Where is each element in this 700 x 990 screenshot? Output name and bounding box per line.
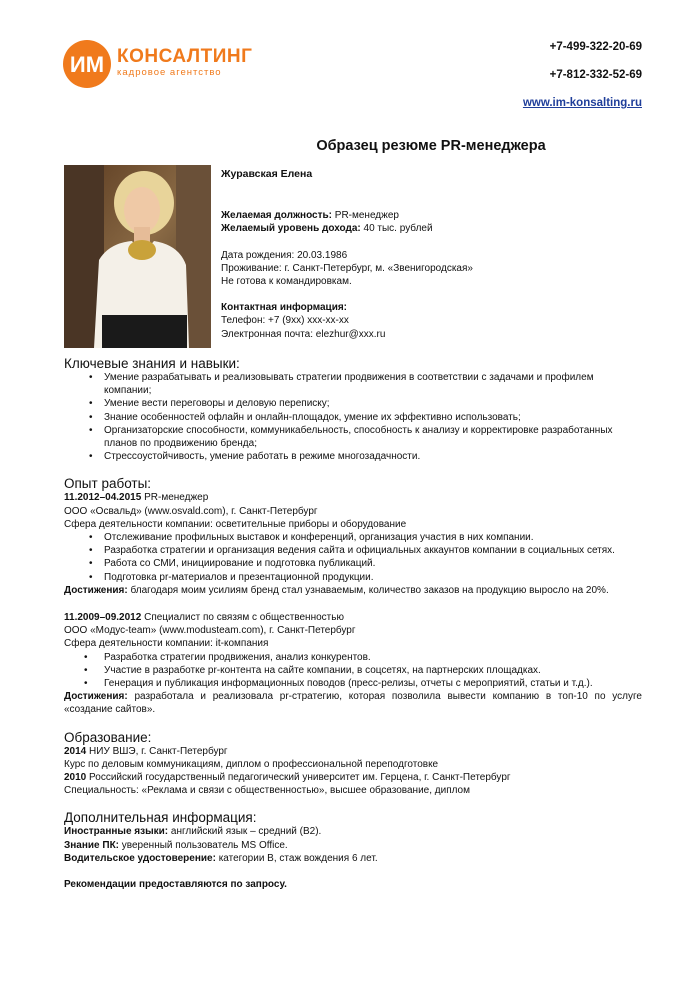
- skills-list: [64, 371, 642, 463]
- license-value: категории В, стаж вождения 6 лет.: [215, 852, 378, 864]
- achievements-text: благодаря моим усилиям бренд стал узнаваемым, количество заказов на продукцию выросло на 20%.: [127, 584, 609, 596]
- experience-heading: Опыт работы:: [64, 476, 152, 492]
- job-company: ООО «Освальд» (www.osvald.com), г. Санкт-Петербург: [64, 505, 318, 517]
- list-item: • Стрессоустойчивость, умение работать в режиме многозадачности.: [64, 450, 642, 463]
- achievements-label: Достижения:: [64, 584, 128, 596]
- education-entry: [64, 771, 642, 797]
- achievements-text: разработала и реализовала pr-стратегию, которая позволила вывести компанию в топ-10 по услуге «создание сайтов».: [64, 691, 642, 716]
- phone-spb[interactable]: +7-812-332-52-69: [549, 69, 642, 81]
- job-company: ООО «Модус-team» (www.modusteam.com), г. Санкт-Петербург: [64, 625, 356, 637]
- license-label: Водительское удостоверение:: [64, 852, 216, 864]
- pc-value: уверенный пользователь MS Office.: [119, 839, 288, 851]
- candidate-name: Журавская Елена: [221, 168, 313, 180]
- job-entry: [64, 491, 642, 597]
- education-institution: НИУ ВШЭ, г. Санкт-Петербург: [86, 745, 228, 757]
- list-item: • Разработка стратегии и организация ведения сайта и официальных аккаунтов компании в социальных сетях.: [64, 544, 642, 557]
- skills-heading: Ключевые знания и навыки:: [64, 356, 240, 371]
- resume-body: [64, 356, 642, 891]
- logo-subtitle: кадровое агентство: [117, 67, 222, 78]
- travel-note: Не готова к командировкам.: [221, 276, 352, 288]
- contact-label: Контактная информация:: [221, 302, 348, 314]
- salary-label: Желаемый уровень дохода:: [221, 223, 361, 235]
- list-item: • Участие в разработке pr-контента на сайте компании, в соцсетях, на партнерских площадках.: [64, 664, 642, 677]
- list-item: • Умение вести переговоры и деловую переписку;: [64, 397, 642, 410]
- additional-heading: Дополнительная информация:: [64, 810, 257, 826]
- education-institution: Российский государственный педагогический университет им. Герцена, г. Санкт-Петербург: [86, 772, 511, 784]
- languages-value: английский язык – средний (B2).: [168, 826, 322, 838]
- list-item: • Отслеживание профильных выставок и конференций, организация участия в них компании.: [64, 531, 642, 544]
- job-sphere: Сфера деятельности компании: осветительные приборы и оборудование: [64, 518, 407, 530]
- education-entry: [64, 745, 642, 771]
- position-value: PR-менеджер: [332, 210, 399, 222]
- logo-mark: ИМ: [69, 52, 105, 77]
- education-year: 2014: [64, 745, 87, 757]
- job-sphere: Сфера деятельности компании: it-компания: [64, 638, 269, 650]
- education-heading: Образование:: [64, 729, 152, 745]
- pc-label: Знание ПК:: [64, 839, 120, 851]
- header-contacts: [523, 40, 642, 110]
- education-detail: Курс по деловым коммуникациям, диплом о профессиональной переподготовке: [64, 758, 439, 770]
- education-detail: Специальность: «Реклама и связи с общественностью», высшее образование, диплом: [64, 785, 470, 797]
- list-item: • Умение разрабатывать и реализовывать стратегии продвижения в соответствии с задачами и профилем компании;: [64, 371, 642, 397]
- logo-brand: КОНСАЛТИНГ: [117, 46, 253, 67]
- achievements-label: Достижения:: [64, 691, 128, 703]
- job-role: PR-менеджер: [141, 492, 209, 504]
- list-item: • Генерация и публикация информационных поводов (пресс-релизы, отчеты с мероприятий, статьи и т.д.).: [64, 677, 642, 690]
- profile-block: [221, 168, 641, 341]
- list-item: • Работа со СМИ, инициирование и подготовка публикаций.: [64, 557, 642, 570]
- education-year: 2010: [64, 772, 87, 784]
- position-label: Желаемая должность:: [221, 210, 332, 222]
- languages-label: Иностранные языки:: [64, 826, 169, 838]
- job-duties: [64, 531, 642, 584]
- birth-date: Дата рождения: 20.03.1986: [221, 249, 348, 261]
- contact-email[interactable]: Электронная почта: elezhur@xxx.ru: [221, 328, 386, 340]
- logo-circle-icon: [60, 36, 116, 92]
- list-item: • Организаторские способности, коммуникабельность, способность к анализу и корректировке разработанных планов по продвижению бренда;: [64, 424, 642, 450]
- job-period: 11.2012–04.2015: [64, 492, 142, 504]
- job-duties: [64, 651, 642, 691]
- list-item: • Подготовка pr-материалов и презентационной продукции.: [64, 571, 642, 584]
- recommendations-note: Рекомендации предоставляются по запросу.: [64, 879, 287, 891]
- phone-moscow[interactable]: +7-499-322-20-69: [549, 41, 642, 53]
- residence: Проживание: г. Санкт-Петербург, м. «Звенигородская»: [221, 262, 473, 274]
- job-role: Специалист по связям с общественностью: [141, 612, 344, 624]
- website-link[interactable]: www.im-konsalting.ru: [522, 97, 642, 109]
- contact-phone: Телефон: +7 (9хх) ххх-хх-хх: [221, 315, 349, 327]
- list-item: • Знание особенностей офлайн и онлайн-площадок, умение их эффективно использовать;: [64, 411, 642, 424]
- salary-value: 40 тыс. рублей: [360, 223, 433, 235]
- job-period: 11.2009–09.2012: [64, 612, 142, 624]
- list-item: • Разработка стратегии продвижения, анализ конкурентов.: [64, 651, 642, 664]
- candidate-photo: [64, 165, 211, 348]
- document-title: Образец резюме PR-менеджера: [316, 138, 546, 154]
- company-logo: [60, 36, 253, 92]
- job-entry: [64, 611, 642, 717]
